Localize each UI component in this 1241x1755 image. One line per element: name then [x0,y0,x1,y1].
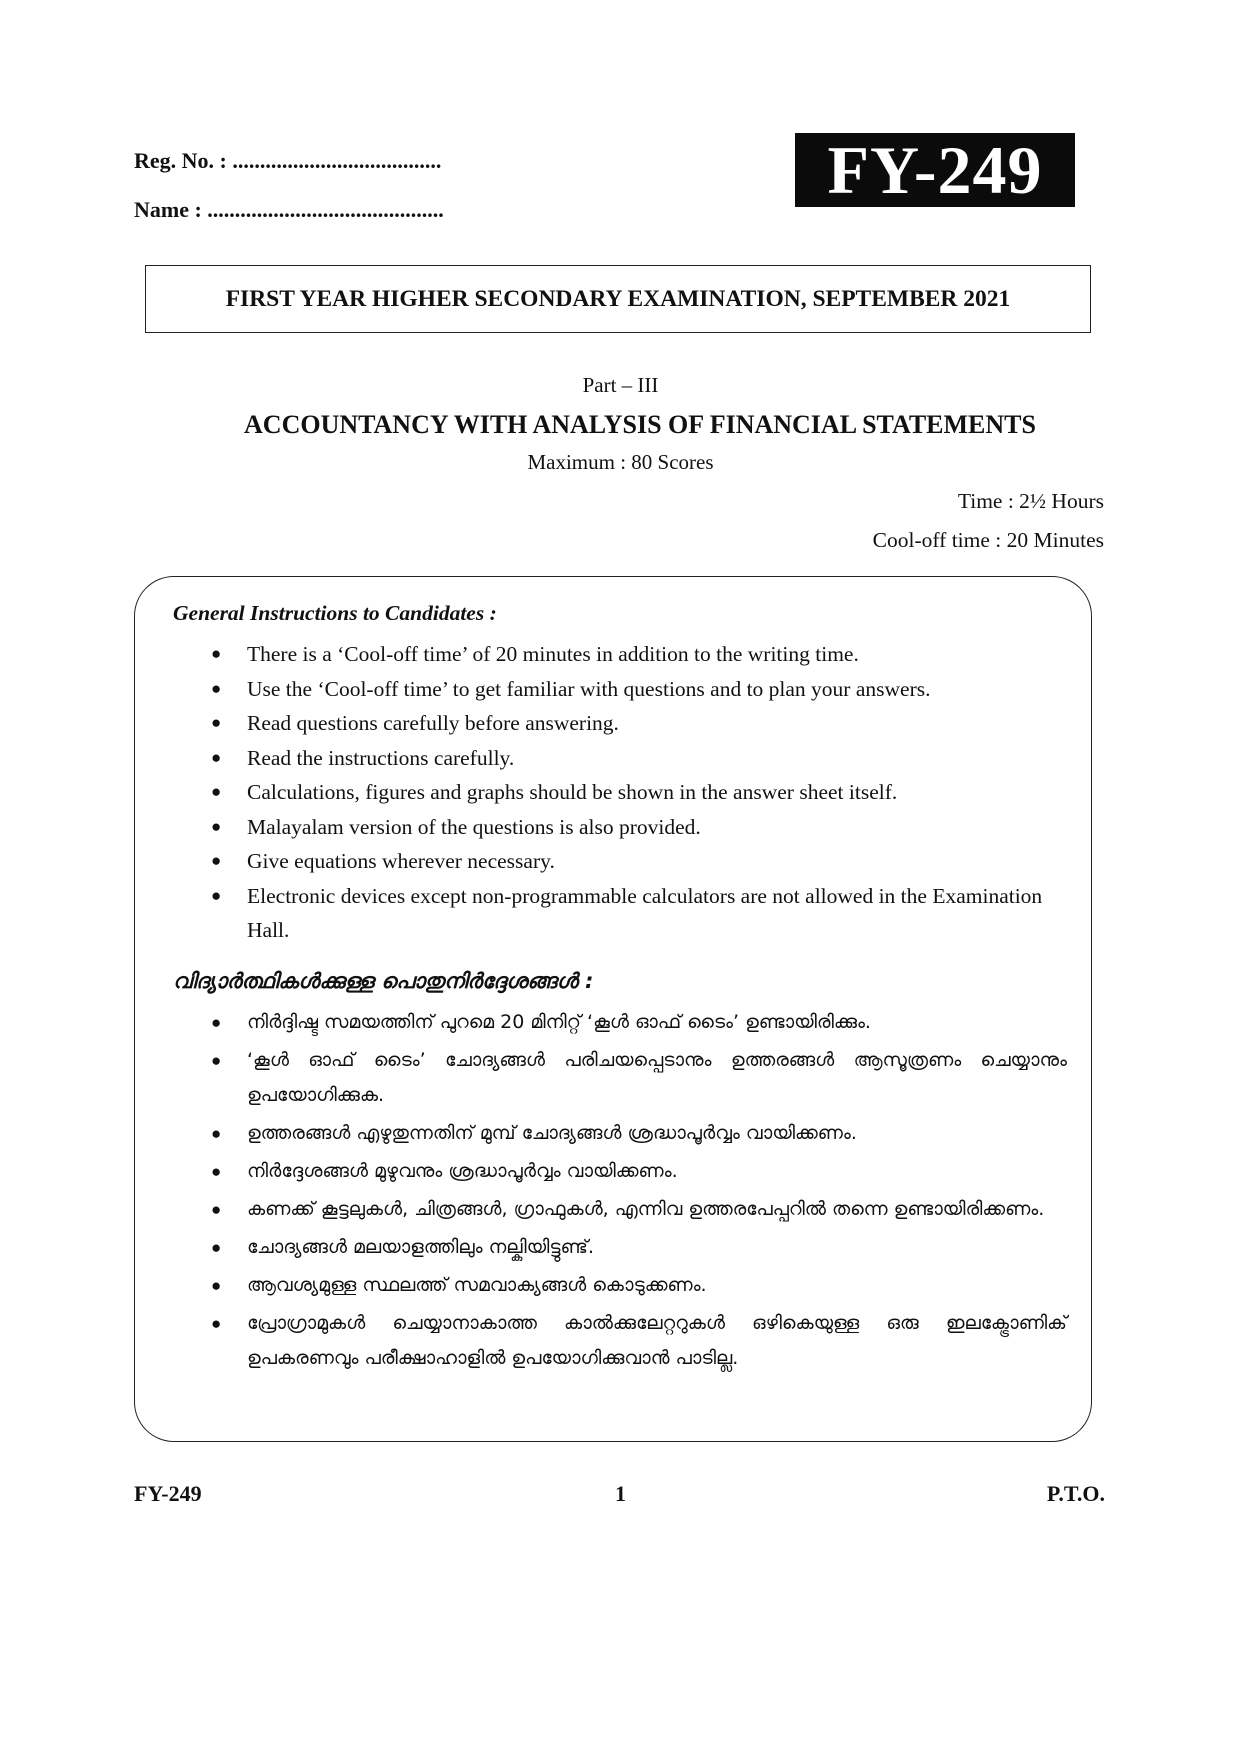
name-field: Name : ........................................... [134,197,444,222]
instruction-item: ● Electronic devices except non-programmable calculators are not allowed in the Examination Hall. [135,879,1093,948]
malayalam-instructions-title: വിദ്യാർത്ഥികൾക്കുള്ള പൊതുനിർദ്ദേശങ്ങൾ : [173,969,594,993]
paper-code-badge: FY-249 [795,133,1075,207]
bullet-icon: ● [211,782,222,801]
bullet-icon: ● [211,1276,222,1295]
instruction-item: ● Read the instructions carefully. [135,741,1093,776]
reg-no-field: Reg. No. : ...................................... [134,148,442,173]
bullet-icon: ● [211,816,222,836]
malayalam-instruction-item: ● നിർദ്ദിഷ്ട സമയത്തിന് പുറമെ 20 മിനിറ്റ് ‘കൂൾ ഓഫ് ടൈം’ ഉണ്ടായിരിക്കും. [135,1005,1093,1040]
malayalam-instruction-item: ● കണക്ക് കൂട്ടലുകൾ, ചിത്രങ്ങൾ, ഗ്രാഫുകൾ, എന്നിവ ഉത്തരപേപ്പറിൽ തന്നെ ഉണ്ടായിരിക്കണം. [135,1192,1093,1227]
part-label: Part – III [582,373,659,397]
bullet-icon: ● [211,678,222,698]
subject-title: ACCOUNTANCY WITH ANALYSIS OF FINANCIAL STATEMENTS [244,410,1036,439]
bullet-icon: ● [211,1200,222,1219]
instruction-item: ● Use the ‘Cool-off time’ to get familiar with questions and to plan your answers. [135,672,1093,707]
instruction-item: ● There is a ‘Cool-off time’ of 20 minutes in addition to the writing time. [135,637,1093,672]
bullet-icon: ● [211,1314,222,1333]
bullet-icon: ● [211,851,222,870]
malayalam-instruction-item: ● ചോദ്യങ്ങൾ മലയാളത്തിലും നല്കിയിട്ടുണ്ട്. [135,1230,1093,1265]
malayalam-instruction-item: ● പ്രോഗ്രാമുകൾ ചെയ്യാനാകാത്ത കാൽക്കുലേറ്ററുകൾ ഒഴികെയുള്ള ഒരു ഇലക്ട്രോണിക് ഉപകരണവും പരീക്ഷാഹാളിൽ ഉപയോഗിക്കുവാൻ പാടില്ല. [135,1306,1093,1376]
instructions-box [134,576,1092,1442]
instructions-title: General Instructions to Candidates : [173,601,497,625]
time-allowed: Time : 2½ Hours [957,489,1104,513]
bullet-icon: ● [211,1013,222,1032]
instruction-item: ● Malayalam version of the questions is also provided. [135,810,1093,845]
instruction-item: ● Calculations, figures and graphs should be shown in the answer sheet itself. [135,775,1093,810]
max-score: Maximum : 80 Scores [527,450,714,474]
bullet-icon: ● [211,885,222,905]
bullet-icon: ● [211,713,222,732]
exam-title-box [145,265,1091,333]
bullet-icon: ● [211,1238,222,1257]
bullet-icon: ● [211,1162,222,1181]
footer-paper-code: FY-249 [134,1481,202,1506]
malayalam-instructions-list [135,1005,1093,1379]
page-number: 1 [615,1481,626,1506]
malayalam-instruction-item: ● ‘കൂൾ ഓഫ് ടൈം’ ചോദ്യങ്ങൾ പരിചയപ്പെടാനും ഉത്തരങ്ങൾ ആസൂത്രണം ചെയ്യാനും ഉപയോഗിക്കുക. [135,1043,1093,1113]
bullet-icon: ● [211,644,222,663]
instruction-item: ● Give equations wherever necessary. [135,844,1093,879]
bullet-icon: ● [211,747,222,767]
instruction-item: ● Read questions carefully before answering. [135,706,1093,741]
instructions-list [135,637,1093,948]
cool-off-time: Cool-off time : 20 Minutes [872,528,1104,552]
malayalam-instruction-item: ● ഉത്തരങ്ങൾ എഴുതുന്നതിന് മുമ്പ് ചോദ്യങ്ങൾ ശ്രദ്ധാപൂർവ്വം വായിക്കണം. [135,1116,1093,1151]
exam-title: FIRST YEAR HIGHER SECONDARY EXAMINATION, SEPTEMBER 2021 [225,285,1011,312]
malayalam-instruction-item: ● ആവശ്യമുള്ള സ്ഥലത്ത് സമവാക്യങ്ങൾ കൊടുക്കണം. [135,1268,1093,1303]
footer-pto: P.T.O. [1046,1481,1105,1506]
bullet-icon: ● [211,1051,222,1070]
malayalam-instruction-item: ● നിർദ്ദേശങ്ങൾ മുഴുവനും ശ്രദ്ധാപൂർവ്വം വായിക്കണം. [135,1154,1093,1189]
bullet-icon: ● [211,1124,222,1143]
